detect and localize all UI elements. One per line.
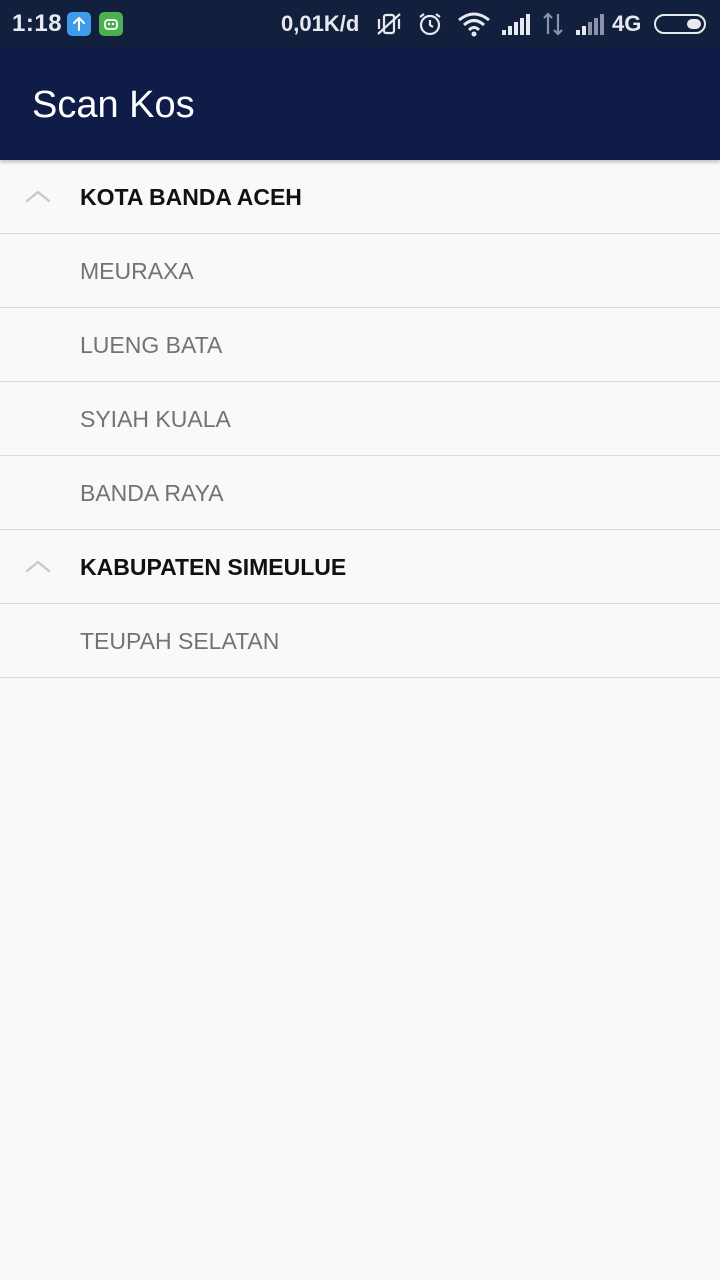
group-row-kota-banda-aceh[interactable] <box>0 160 720 234</box>
wifi-icon <box>456 10 492 43</box>
group-row-kabupaten-simeulue[interactable] <box>0 530 720 604</box>
vibrate-off-icon <box>374 10 404 43</box>
battery-icon <box>654 14 706 34</box>
chevron-up-icon <box>24 558 52 574</box>
status-time: 1:18 <box>12 10 63 37</box>
app-bar <box>0 48 720 160</box>
group-label: KOTA BANDA ACEH <box>80 184 302 210</box>
network-type: 4G <box>612 11 642 36</box>
list-item[interactable] <box>0 604 720 678</box>
list-item-label: MEURAXA <box>80 258 194 284</box>
group-label: KABUPATEN SIMEULUE <box>80 554 347 580</box>
list-item-label: SYIAH KUALA <box>80 406 231 432</box>
page-title: Scan Kos <box>32 84 195 126</box>
data-transfer-icon <box>540 10 566 43</box>
upload-notification-icon <box>67 12 91 36</box>
list-item[interactable] <box>0 456 720 530</box>
chevron-up-icon <box>24 188 52 204</box>
status-bar <box>0 0 720 48</box>
list-item-label: LUENG BATA <box>80 332 223 358</box>
android-app-icon <box>99 12 123 36</box>
list-item[interactable] <box>0 234 720 308</box>
list-item[interactable] <box>0 308 720 382</box>
list-item-label: TEUPAH SELATAN <box>80 628 280 654</box>
expandable-list <box>0 160 720 678</box>
alarm-icon <box>416 10 444 43</box>
list-item[interactable] <box>0 382 720 456</box>
list-item-label: BANDA RAYA <box>80 480 224 506</box>
signal-icon <box>500 10 532 43</box>
signal-icon-2 <box>574 10 606 43</box>
net-speed: 0,01K/d <box>281 11 360 36</box>
